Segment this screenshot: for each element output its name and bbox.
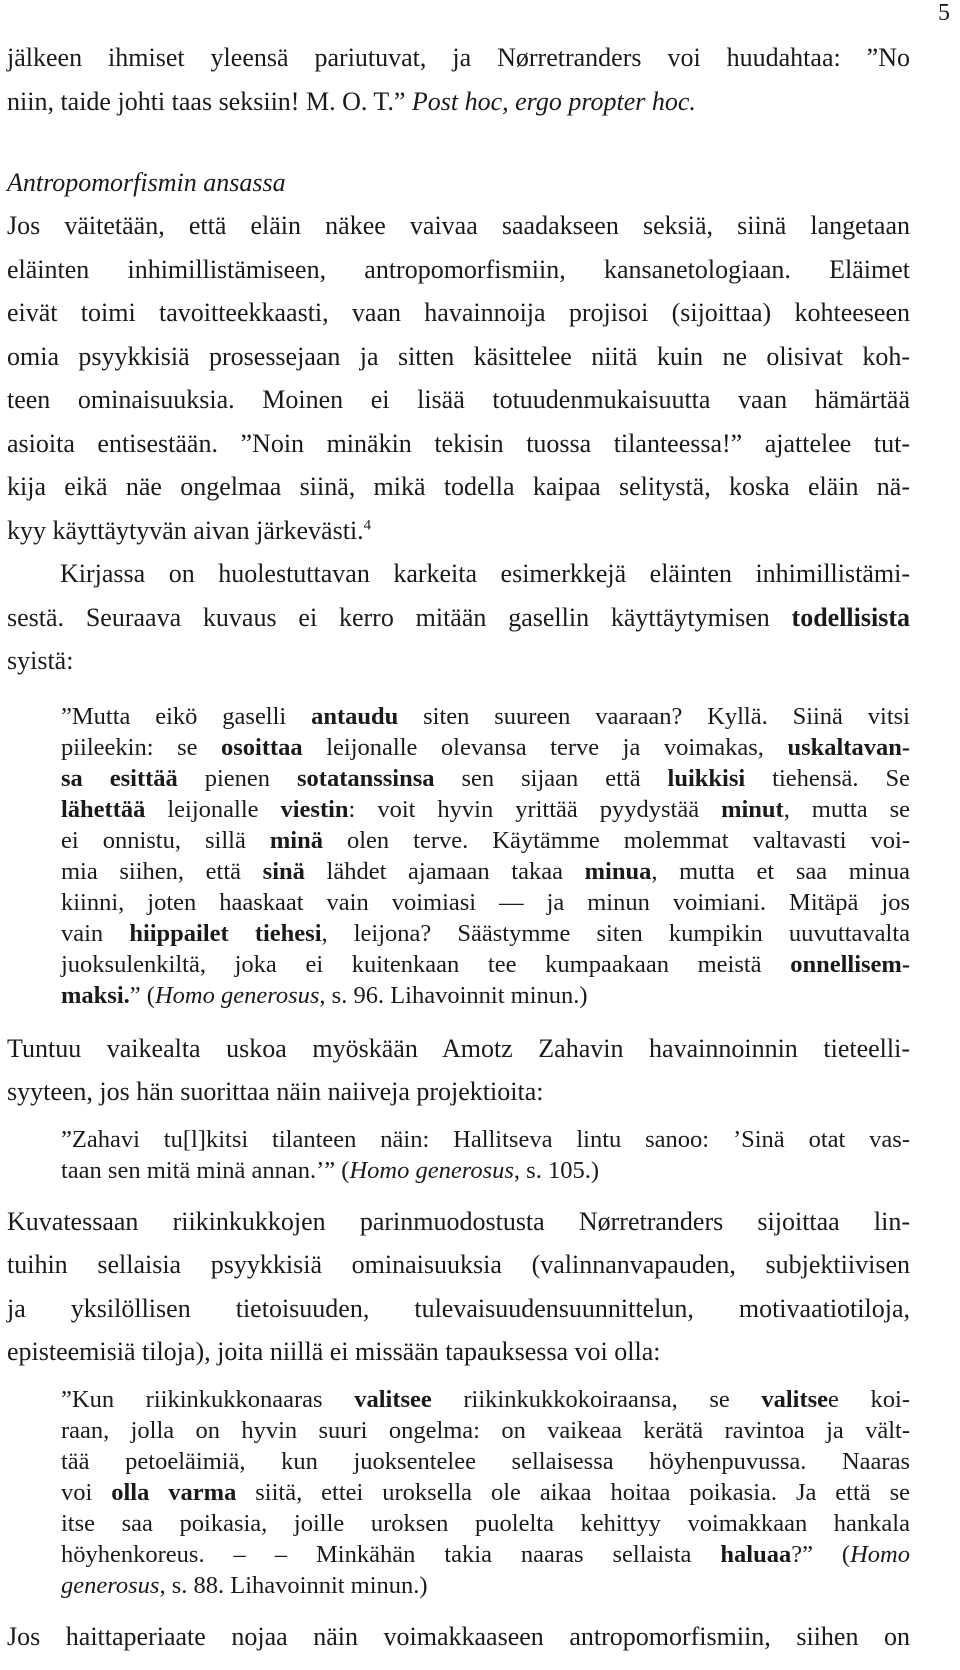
block-quote-3 xyxy=(61,1384,910,1601)
intro-paragraph xyxy=(7,36,910,123)
quote-line: maksi.” (Homo generosus, s. 96. Lihavoinnit minun.) xyxy=(61,981,588,1009)
block-quote-2 xyxy=(61,1124,910,1186)
quote-line: vain hiippailet tiehesi, leijona? Säästymme siten kumpikin uuvuttavalta xyxy=(61,919,910,947)
text-line: Kuvatessaan riikinkukkojen parinmuodostusta Nørretranders sijoittaa lin- xyxy=(7,1206,910,1236)
text-line: syistä: xyxy=(7,646,74,675)
text-line: kija eikä näe ongelmaa siinä, mikä todella kaipaa selitystä, koska eläin nä- xyxy=(7,472,910,501)
text-line: Tuntuu vaikealta uskoa myöskään Amotz Zahavin havainnoinnin tieteelli- xyxy=(7,1033,910,1063)
text-line: omia psyykkisiä prosessejaan ja sitten käsittelee niitä kuin ne olisivat koh- xyxy=(7,341,910,371)
section-heading: Antropomorfismin ansassa xyxy=(7,168,286,197)
page-body xyxy=(7,36,910,1658)
text-line: sestä. Seuraava kuvaus ei kerro mitään gasellin käyttäytymisen todellisista xyxy=(7,602,910,632)
quote-line: raan, jolla on hyvin suuri ongelma: on vaikeaa kerätä ravintoa ja vält- xyxy=(61,1416,910,1444)
page-number: 5 xyxy=(938,0,950,26)
quote-line: höyhenkoreus. – – Minkähän takia naaras sellaista haluaa?” (Homo xyxy=(61,1540,910,1568)
latin-phrase: Post hoc, ergo propter hoc. xyxy=(411,86,696,116)
block-quote-1 xyxy=(61,701,910,1011)
text-line: asioita entisestään. ”Noin minäkin tekisin tuossa tilanteessa!” ajattelee tut- xyxy=(7,428,910,458)
quote-line: ”Kun riikinkukkonaaras valitsee riikinkukkokoiraansa, se valitsee koi- xyxy=(61,1385,911,1413)
text-line: jälkeen ihmiset yleensä pariutuvat, ja Nørretranders voi huudahtaa: ”No xyxy=(7,43,910,72)
text-line: Kirjassa on huolestuttavan karkeita esimerkkejä eläinten inhimillistämi- xyxy=(60,559,910,588)
quote-line: ei onnistu, sillä minä olen terve. Käytämme molemmat valtavasti voi- xyxy=(61,826,910,854)
text-line: syyteen, jos hän suorittaa näin naiiveja projektioita: xyxy=(7,1077,544,1106)
quote-line: taan sen mitä minä annan.’” (Homo generosus, s. 105.) xyxy=(61,1156,599,1184)
quote-line: ”Mutta eikö gaselli antaudu siten suureen vaaraan? Kyllä. Siinä vitsi xyxy=(61,702,910,730)
paragraph-4 xyxy=(7,1200,910,1374)
text-line: Jos väitetään, että eläin näkee vaivaa saadakseen seksiä, siinä langetaan xyxy=(7,211,910,240)
quote-line: generosus, s. 88. Lihavoinnit minun.) xyxy=(61,1571,428,1599)
text-line: eivät toimi tavoitteekkaasti, vaan havainnoija projisoi (sijoittaa) kohteeseen xyxy=(7,298,910,327)
quote-line: piileekin: se osoittaa leijonalle olevansa terve ja voimakas, uskaltavan- xyxy=(61,733,910,761)
text-line: teen ominaisuuksia. Moinen ei lisää totuudenmukaisuutta vaan hämärtää xyxy=(7,385,910,414)
quote-line: kiinni, joten haaskaat vain voimiasi — ja minun voimiani. Mitäpä jos xyxy=(61,888,910,916)
text-line: niin, taide johti taas seksiin! M. O. T.” Post hoc, ergo propter hoc. xyxy=(7,86,696,116)
footnote-marker: 4 xyxy=(363,516,372,533)
text-line: Jos haittaperiaate nojaa näin voimakkaaseen antropomorfismiin, siihen on xyxy=(7,1621,910,1651)
quote-line: itse saa poikasia, joille uroksen puolelta kehittyy voimakkaan hankala xyxy=(61,1509,910,1537)
text-line: episteemisiä tiloja), joita niillä ei missään tapauksessa voi olla: xyxy=(7,1337,661,1366)
text-line: eläinten inhimillistämiseen, antropomorfismiin, kansanetologiaan. Eläimet xyxy=(7,254,910,284)
quote-line: juoksulenkiltä, joka ei kuitenkaan tee kumpaakaan meistä onnellisem- xyxy=(61,950,910,978)
quote-line: mia siihen, että sinä lähdet ajamaan takaa minua, mutta et saa minua xyxy=(61,857,911,885)
text-line: kyy käyttäytyvän aivan järkevästi.$^4$ xyxy=(7,515,372,545)
quote-line: sa esittää pienen sotatanssinsa sen sijaan että luikkisi tiehensä. Se xyxy=(61,764,911,792)
quote-line: lähettää leijonalle viestin: voit hyvin yrittää pyydystää minut, mutta se xyxy=(61,795,910,823)
paragraph-5 xyxy=(7,1615,910,1659)
quote-line: tää petoeläimiä, kun juoksentelee sellaisessa höyhenpuvussa. Naaras xyxy=(61,1447,910,1475)
paragraph-1 xyxy=(7,204,910,552)
quote-line: voi olla varma siitä, ettei uroksella ole aikaa hoitaa poikasia. Ja että se xyxy=(61,1478,910,1506)
paragraph-3 xyxy=(7,1027,910,1114)
text-line: tuihin sellaisia psyykkisiä ominaisuuksia (valinnanvapauden, subjektiivisen xyxy=(7,1250,910,1279)
paragraph-2 xyxy=(7,552,910,683)
text-line: ja yksilöllisen tietoisuuden, tulevaisuudensuunnittelun, motivaatiotiloja, xyxy=(7,1293,910,1323)
quote-line: ”Zahavi tu[l]kitsi tilanteen näin: Hallitseva lintu sanoo: ’Sinä otat vas- xyxy=(61,1125,910,1153)
